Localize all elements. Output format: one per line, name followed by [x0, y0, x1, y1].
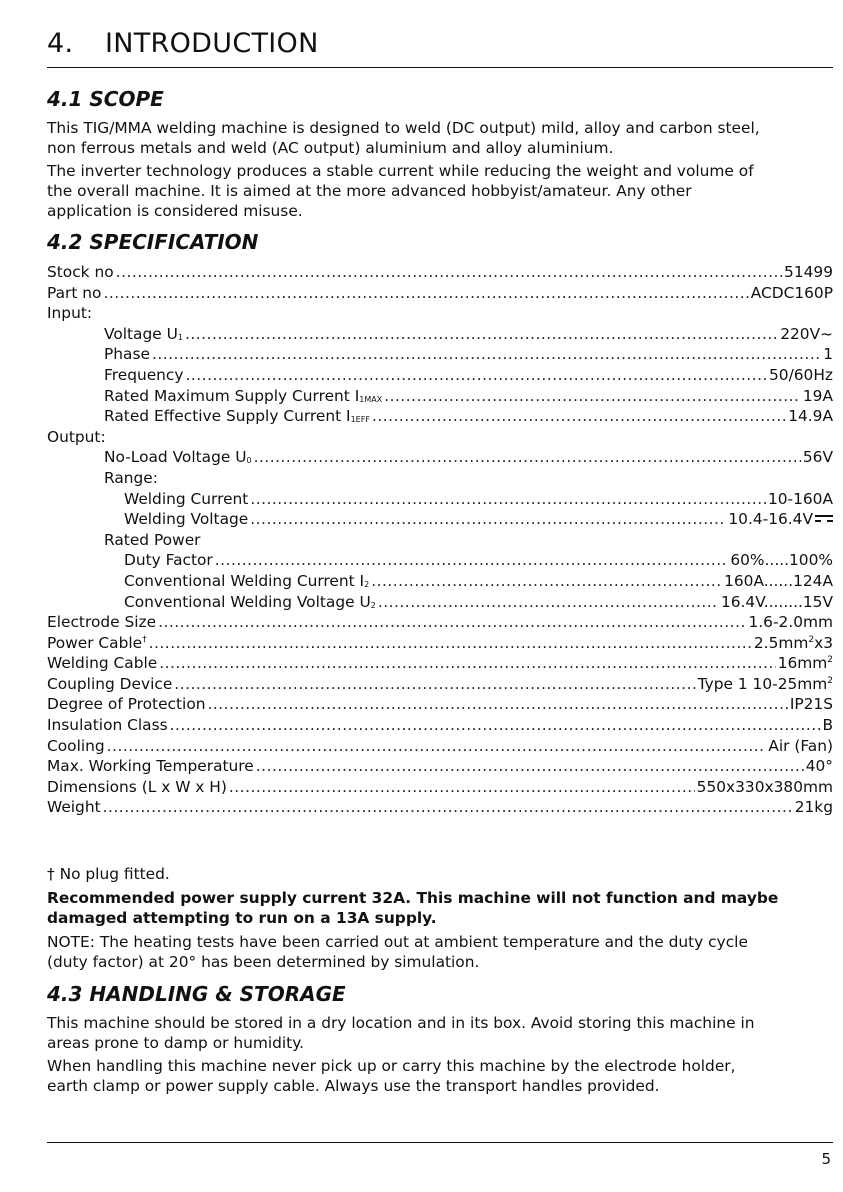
spec-row-coupling-device: Coupling Device ..... Type 1 $10-25mm^2$ — [0, 674, 833, 695]
scope-paragraph-2: The inverter technology produces a stable current while reducing the weight and volume of the overall machine. It is aimed at the more advanced hobbyist/amateur. Any other application is considered misuse. — [47, 162, 754, 220]
power-supply-warning: Recommended power supply current 32A. This machine will not function and maybe damaged attempting to run on a 13A supply. — [47, 889, 779, 927]
dc-symbol-icon — [815, 514, 833, 524]
spec-input-label: Input: — [47, 304, 93, 323]
spec-row-phase: Phase ..... 1 — [0, 344, 833, 365]
spec-row-rated-max-current: Rated Maximum Supply Current $I_{1MAX}$ ..... 19A — [0, 386, 833, 407]
chapter-title: INTRODUCTION — [105, 28, 319, 59]
spec-output-label: Output: — [47, 427, 106, 446]
spec-row-welding-current: Welding Current ..... 10-160A — [0, 489, 833, 510]
chapter-number: 4. — [47, 28, 74, 59]
page-number: 5 — [821, 1150, 831, 1168]
scope-heading: 4.1 SCOPE — [47, 87, 164, 111]
footer-rule — [47, 1142, 833, 1143]
spec-row-conventional-voltage: Conventional Welding Voltage $U_2$ ..... 16.4V........15V — [0, 592, 833, 613]
specification-table — [0, 262, 843, 818]
spec-row-insulation-class: Insulation Class ..... B — [0, 715, 833, 736]
spec-row-welding-cable: Welding Cable ..... $16mm^2$ — [0, 653, 833, 674]
heating-test-note: NOTE: The heating tests have been carried out at ambient temperature and the duty cycle (duty factor) at 20° has been determined by simulation. — [47, 933, 748, 971]
handling-paragraph-2: When handling this machine never pick up or carry this machine by the electrode holder, earth clamp or power supply cable. Always use the transport handles provided. — [47, 1057, 736, 1095]
spec-row-stock-no: Stock no ..... 51499 — [0, 262, 833, 283]
spec-row-part-no: Part no ..... ACDC160P — [0, 283, 833, 304]
chapter-heading — [47, 24, 833, 68]
spec-row-power-cable: Power Cable† ..... $2.5mm^2x3$ — [0, 633, 833, 654]
spec-row-conventional-current: Conventional Welding Current $I_2$ ..... 160A......124A — [0, 571, 833, 592]
spec-row-weight: Weight ..... 21kg — [0, 797, 833, 818]
spec-row-no-load-voltage: No-Load Voltage $U_0$ ..... 56V — [0, 447, 833, 468]
scope-paragraph-1: This TIG/MMA welding machine is designed to weld (DC output) mild, alloy and carbon steel, non ferrous metals and weld (AC output) aluminium and alloy aluminium. — [47, 119, 760, 157]
spec-row-dimensions: Dimensions (L x W x H) ..... 550x330x380mm — [0, 777, 833, 798]
spec-row-electrode-size: Electrode Size ..... 1.6-2.0mm — [0, 612, 833, 633]
spec-row-rated-effective-current: Rated Effective Supply Current $I_{1EFF}$ ..... 14.9A — [0, 406, 833, 427]
handling-heading: 4.3 HANDLING & STORAGE — [47, 982, 346, 1006]
spec-row-frequency: Frequency ..... 50/60Hz — [0, 365, 833, 386]
specification-heading: 4.2 SPECIFICATION — [47, 230, 259, 254]
spec-row-welding-voltage: Welding Voltage ..... 10.4-16.4V — [0, 509, 833, 530]
handling-paragraph-1: This machine should be stored in a dry location and in its box. Avoid storing this machine in areas prone to damp or humidity. — [47, 1014, 755, 1052]
no-plug-note: † No plug fitted. — [47, 865, 170, 883]
spec-row-max-working-temperature: Max. Working Temperature ..... 40° — [0, 756, 833, 777]
spec-row-voltage: Voltage $U_1$ ..... 220V~ — [0, 324, 833, 345]
spec-range-label: Range: — [104, 468, 158, 487]
spec-row-cooling: Cooling ..... Air (Fan) — [0, 736, 833, 757]
spec-row-duty-factor: Duty Factor ..... 60%.....100% — [0, 550, 833, 571]
spec-rated-power-label: Rated Power — [104, 530, 201, 549]
spec-row-degree-of-protection: Degree of Protection ..... IP21S — [0, 694, 833, 715]
